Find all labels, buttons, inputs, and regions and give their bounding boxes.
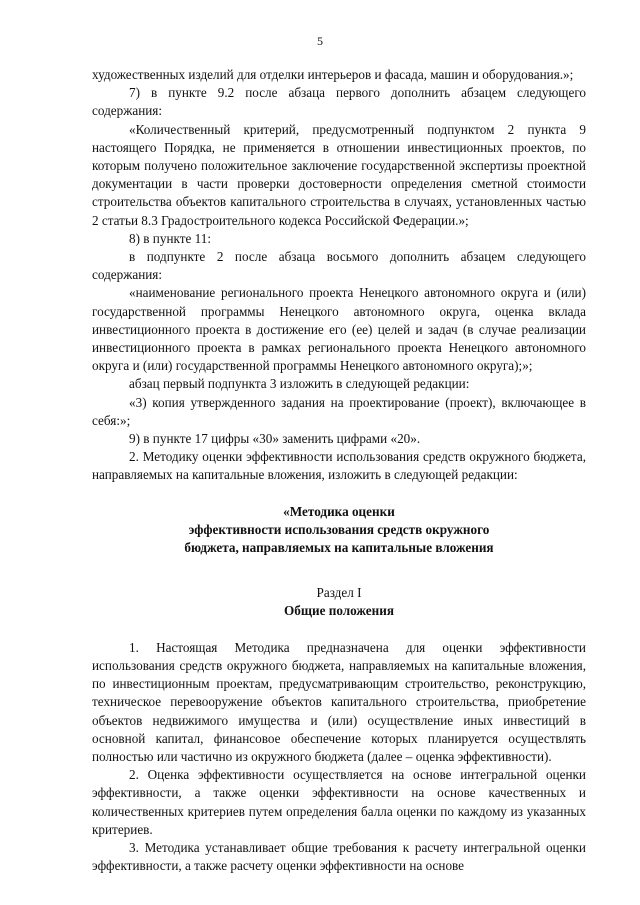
method-title-line-2: эффективности использования средств окружного: [188, 521, 490, 537]
paragraph: абзац первый подпункта 3 изложить в следующей редакции:: [129, 376, 470, 392]
paragraph: 9) в пункте 17 цифры «30» заменить цифрами «20».: [129, 431, 421, 447]
method-title-line-3: бюджета, направляемых на капитальные вложения: [184, 540, 494, 556]
paragraphs-top: [92, 66, 586, 485]
method-title-line-1: «Методика оценки: [283, 503, 395, 519]
paragraph: «3) копия утвержденного задания на проектирование (проект), включающее в себя:»;: [92, 394, 586, 428]
document-body: [92, 66, 586, 875]
page-number: 5: [317, 34, 323, 48]
paragraph: в подпункте 2 после абзаца восьмого дополнить абзацем следующего содержания:: [92, 249, 586, 283]
paragraph: 3. Методика устанавливает общие требования к расчету интегральной оценки эффективности, а также расчету оценки эффективности на основе: [92, 839, 586, 874]
paragraphs-bottom: [92, 639, 586, 876]
section-title: Общие положения: [284, 603, 394, 619]
paragraph: художественных изделий для отделки интерьеров и фасада, машин и оборудования.»;: [92, 67, 574, 82]
paragraph: «Количественный критерий, предусмотренный подпунктом 2 пункта 9 настоящего Порядка, не применяется в отношении инвестиционных проектов, по которым получено положительное заключение государственной экспертизы проектной документации в части проверки достоверности определения сметной стоимости строительства объектов капитального строительства в случаях, установленных частью 2 статьи 8.3 Градостроительного кодекса Российской Федерации.»;: [92, 121, 586, 228]
paragraph: 1. Настоящая Методика предназначена для оценки эффективности использования средств окружного бюджета, направляемых на капитальные вложения, по инвестиционным проектам, предусматривающим строительство, реконструкцию, техническое перевооружение объектов капитального строительства, приобретение объектов недвижимого имущества и (или) осуществление иных инвестиций в основной капитал, финансовое обеспечение которых планируется осуществлять полностью или частично из окружного бюджета (далее – оценка эффективности).: [92, 639, 586, 764]
paragraph: 8) в пункте 11:: [129, 230, 212, 246]
section-number: Раздел I: [316, 585, 362, 601]
paragraph: 2. Оценка эффективности осуществляется на основе интегральной оценки эффективности, а также оценки эффективности на основе качественных и количественных критериев путем определения балла оценки по каждому из указанных критериев.: [92, 767, 586, 837]
paragraph: 7) в пункте 9.2 после абзаца первого дополнить абзацем следующего содержания:: [92, 85, 586, 119]
paragraph: «наименование регионального проекта Ненецкого автономного округа и (или) государственной программы Ненецкого автономного округа, оценка вклада инвестиционного проекта в достижение его (ее) целей и задач (в случае реализации инвестиционного проекта в рамках регионального проекта Ненецкого автономного округа и (или) государственной программы Ненецкого автономного округа);»;: [92, 285, 586, 374]
paragraph: 2. Методику оценки эффективности использования средств окружного бюджета, направляемых на капитальные вложения, изложить в следующей редакции:: [92, 449, 586, 483]
